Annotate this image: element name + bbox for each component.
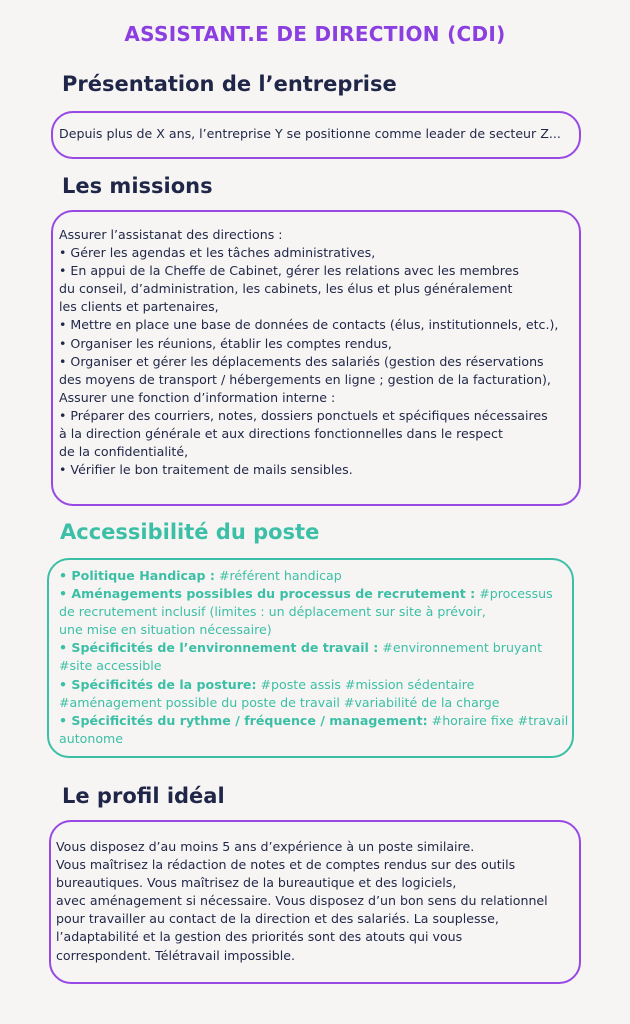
accessibility-line <box>59 621 572 639</box>
accessibility-line <box>59 676 572 694</box>
mission-line: des moyens de transport / hébergements en ligne ; gestion de la facturation), <box>59 371 551 387</box>
profile-heading: Le profil idéal <box>62 784 225 808</box>
mission-line: • Vérifier le bon traitement de mails sensibles. <box>59 462 353 478</box>
profile-line: avec aménagement si nécessaire. Vous disposez d’un bon sens du relationnel <box>56 893 548 909</box>
mission-line: à la direction générale et aux directions fonctionnelles dans le respect <box>59 426 503 442</box>
accessibility-line <box>59 657 572 675</box>
profile-line: Vous disposez d’au moins 5 ans d’expérience à un poste similaire. <box>56 839 475 854</box>
accessibility-line-text: #référent handicap <box>214 568 342 583</box>
accessibility-line-text: #poste assis #mission sédentaire <box>256 676 475 692</box>
accessibility-line <box>59 567 572 585</box>
accessibility-line-label: • Politique Handicap : <box>59 568 215 583</box>
accessibility-line <box>59 639 572 657</box>
profile-box <box>49 820 581 984</box>
mission-line: de la confidentialité, <box>59 444 189 460</box>
mission-line: • Gérer les agendas et les tâches administratives, <box>59 245 376 261</box>
accessibility-line <box>59 712 572 730</box>
accessibility-line-text: autonome <box>59 730 124 746</box>
profile-line: bureautiques. Vous maîtrisez de la bureautique et des logiciels, <box>56 875 457 891</box>
accessibility-line-label: • Spécificités du rythme / fréquence / management: <box>59 712 428 728</box>
mission-line: • En appui de la Cheffe de Cabinet, gérer les relations avec les membres <box>59 263 519 279</box>
mission-line: Assurer une fonction d’information interne : <box>59 389 336 405</box>
profile-line: correspondent. Télétravail impossible. <box>56 947 296 963</box>
accessibility-line <box>59 603 572 621</box>
mission-line: du conseil, d’administration, les cabinets, les élus et plus généralement <box>59 281 513 297</box>
accessibility-line-label: • Spécificités de la posture: <box>59 676 257 692</box>
profile-line: l’adaptabilité et la gestion des priorités sont des atouts qui vous <box>56 929 463 945</box>
presentation-box <box>51 111 581 159</box>
accessibility-line-text: #processus <box>475 586 553 602</box>
presentation-text: Depuis plus de X ans, l’entreprise Y se positionne comme leader de secteur Z... <box>59 126 561 141</box>
profile-line: pour travailler au contact de la direction et des salariés. La souplesse, <box>56 911 499 927</box>
accessibility-line-text: une mise en situation nécessaire) <box>59 622 272 638</box>
accessibility-line-text: #environnement bruyant <box>378 640 543 656</box>
accessibility-line-text: de recrutement inclusif (limites : un déplacement sur site à prévoir, <box>59 604 486 620</box>
presentation-heading: Présentation de l’entreprise <box>62 72 397 96</box>
page-title: ASSISTANT.E DE DIRECTION (CDI) <box>124 22 506 46</box>
accessibility-line-text: #horaire fixe #travail <box>427 712 569 728</box>
accessibility-line-label: • Spécificités de l’environnement de travail : <box>59 640 379 656</box>
profile-line: Vous maîtrisez la rédaction de notes et de comptes rendus sur des outils <box>56 857 516 873</box>
accessibility-box <box>47 558 574 758</box>
mission-line: les clients et partenaires, <box>59 299 219 315</box>
missions-heading: Les missions <box>62 174 213 198</box>
mission-line: • Mettre en place une base de données de contacts (élus, institutionnels, etc.), <box>59 317 559 333</box>
accessibility-line <box>59 694 572 712</box>
accessibility-line-text: #aménagement possible du poste de travail #variabilité de la charge <box>59 694 500 710</box>
mission-line: • Organiser les réunions, établir les comptes rendus, <box>59 335 392 351</box>
mission-line: • Préparer des courriers, notes, dossiers ponctuels et spécifiques nécessaires <box>59 407 548 423</box>
mission-line: Assurer l’assistanat des directions : <box>59 227 283 242</box>
accessibility-line-label: • Aménagements possibles du processus de recrutement : <box>59 586 476 602</box>
accessibility-line <box>59 730 572 748</box>
accessibility-line <box>59 585 572 603</box>
missions-box <box>51 210 581 506</box>
accessibility-line-text: #site accessible <box>59 658 162 674</box>
mission-line: • Organiser et gérer les déplacements des salariés (gestion des réservations <box>59 353 544 369</box>
accessibility-heading: Accessibilité du poste <box>60 520 320 544</box>
